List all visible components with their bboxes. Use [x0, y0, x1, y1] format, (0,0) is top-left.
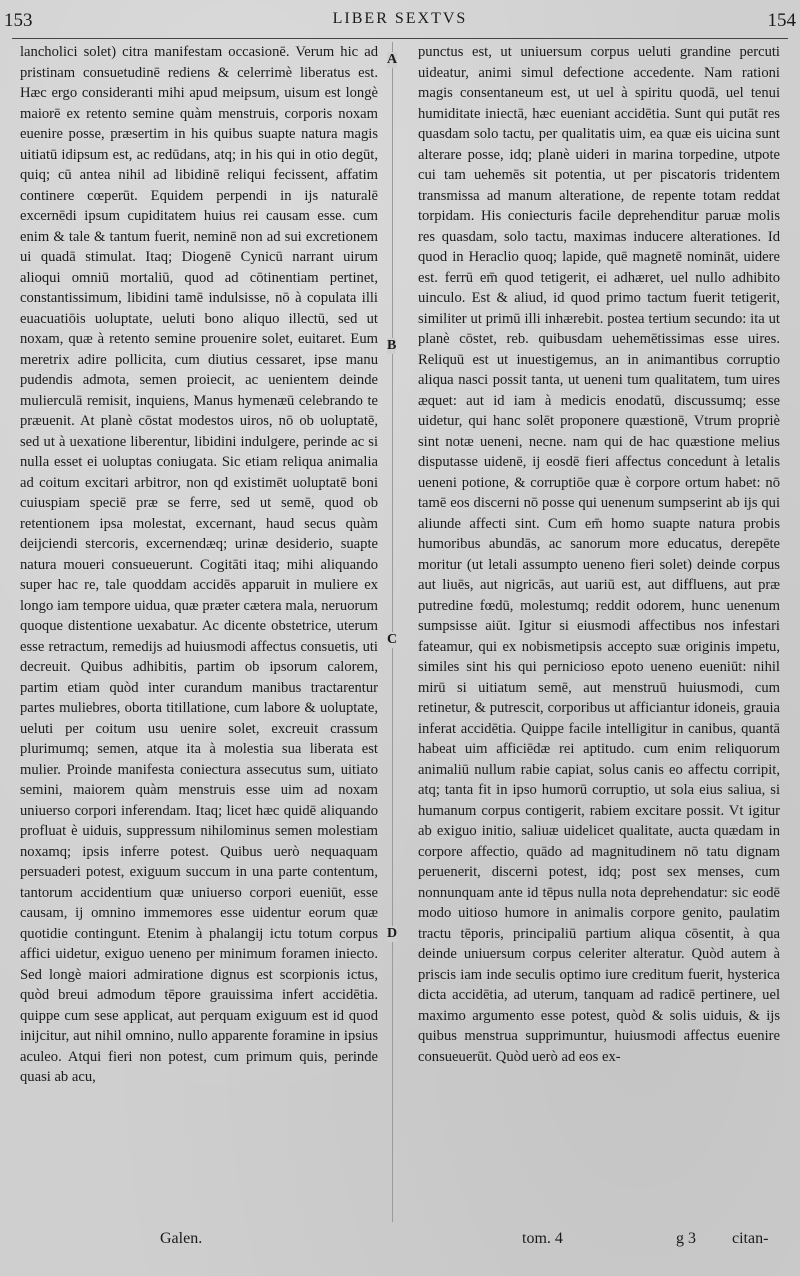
right-column-text: punctus est, ut uniuersum corpus ueluti grandine percuti uideatur, animi simul defectione accedente. Nam rationi magis consentaneum est, ut uel à spiritu quodā, uel tenui humiditate iniectā, hæc eueniant accidētia. Sunt qui putāt res quasdam solo tactu, per qualitatis uim, ea quæ eis uicina sunt alterare posse, idq; planè uideri in marina torpedine, utpote cui tam uehemēs sit potentia, ut per piscatoris tridentem transmissa ad manum alteratione, de repente totam reddat torpidam. His coniecturis facile deprehenditur paruæ molis res quasdam, solo tactu, maximas inducere alterationes. Id quod in Heraclio quoq; lapide, quē magnetē nomināt, uidere est. ferrū em̄ quod tetigerit, ei adhæret, uel nullo adhibito uinculo. Est & aliud, id quod primo tactum fuerit tetigerit, similiter ut primū illi inhærebit. postea tertium secundo: ita ut planè cōstet, reb. quibusdam uehemētissimas esse uires. Reliquū est ut inuestigemus, an in animantibus corruptio aliqua nasci possit tanta, ut ueneni tum qualitatem, tum uires æquet: aut id iam à medicis enodatū, discussumq; esse uidetur, qui hanc solēt proponere quæstionē, Vtrum propriè sint notæ ueneni, necne. nam qui de hac quæstione melius disputasse uidenē, ij eosdē fieri affectus concedunt à letalis ueneni potione, & corruptiōe quæ è corpore ortum habet: nō tamē eos discerni nō posse qui uenenum sumpserint ab ijs qui aliunde affecti sint. Cum em̄ homo suapte natura probis humoribus abundās, ac sanorum more educatus, derepēte moritur (ut letali assumpto ueneno fieri solet) deinde corpus aut liuēs, aut nigricās, aut uariū est, aut diffluens, aut præ putredine fœdū, molestumq; reddit odorem, hunc uenenum sumpsisse aiūt. Igitur si eiusmodi affectibus nos infestari fateamur, qui ex nobismetipsis accepto suæ originis impetu, similes sint his qui pernicioso epoto ueneno eueniūt: nihil mirū si uitiatum semē, aut menstruū huiusmodi, cum retinetur, & putrescit, corporibus ut afficiantur idoneis, grauia inferat accidētia. Quippe facile intelligitur in canibus, quantā habeat uim afficiēdæ rei aptitudo. cum enim reliquorum animaliū nullum rabie capiat, solus canis eo affectu corripit, atq; tanta fit in ipso humorū corruptio, ut sola eius saliua, si humanum corpus contigerit, rabiem excitare possit. Vt igitur ab exiguo initio, saliuæ uidelicet qualitate, aucta quædam in corpore affectio, quādo ad magnitudinem nō tatu dignam peruenerit, discerni potest, idq; post sex menses, cum nonnunquam ante id tēpus nulla nota deprehendatur: sic eodē modo uitioso humore in animalis corpore genito, paulatim tractu tēporis, principaliū partium aliqua cōsentit, à qua deinde uniuersum corpus celeriter alteratur. Quòd autem à priscis iam inde seculis optimo iure creditum fuerit, hysterica dicta accidētia, ad uterum, tanquam ad radicē pertinere, uel maximo argumento esse potest, quòd & solis uiduis, & ijs quibus menstrua supprimuntur, huiusmodi affectus euenire consueuerūt. Quòd uerò ad eos ex- [418, 44, 780, 1065]
page-number-left: 153 [4, 10, 33, 31]
section-marker-a: A [387, 52, 398, 67]
right-column [418, 42, 780, 1222]
section-marker-b: B [387, 338, 397, 353]
footer-author: Galen. [160, 1230, 203, 1247]
page-footer [0, 1226, 800, 1266]
page-header [0, 4, 800, 40]
running-title: LIBER SEXTVS [332, 10, 468, 27]
footer-signature: g 3 [676, 1230, 696, 1247]
left-column [20, 42, 378, 1222]
header-rule [12, 38, 788, 39]
section-marker-d: D [387, 926, 398, 941]
footer-catchword: citan- [732, 1230, 769, 1247]
left-column-text: lancholici solet) citra manifestam occasionē. Verum hic ad pristinam consuetudinē rediens & celerrimè liberatus est. Hæc ergo consideranti mihi apud meipsum, uisum est longè maiorē ex retento semine quàm menstruis, corporis noxam euenire posse, præsertim in his quibus suapte natura magis uitiatū idipsum est, ac redūdans, atq; in his qui in otio degūt, quiq; cū antea nihil ad libidinē reliqui fecissent, affatim continere cœperūt. Equidem perpendi in ijs naturalē excernēdi ipsum cupiditatem huius rei causam esse. cum enim & tale & tantum fuerit, neminē non ad sui excretionem ui quadā stimulat. Itaq; Diogenē Cynicū narrant uirum alioqui omniū mortaliū, quod ad cōtinentiam pertinet, constantissimum, libidini tamē indulsisse, nō à copulata illi euacuatiōis uoluptate, ueluti bono aliquo illectū, sed ut noxam, quæ à retento semine prouenire solet, euitaret. Eum meretrix adire pollicita, cum diutius cessaret, ipse manu pudendis admota, semen proiecit, ac uenientem deinde mulierculā remisit, inquiens, Manus hymenæū celebrando te præuenit. At planè cōstat modestos uiros, nō ob uoluptatē, sed ut à uexatione liberentur, libidini indulgere, perinde ac si nulla esset ei uoluptas coniugata. Sic etiam reliqua animalia ad coitum excitari arbitror, non qd existimēt uoluptatē boni cuiuspiam speciē præ se ferre, sed ut semē, quod ob retentionem ipsa molestat, excernant, haud secus quàm deijciendi stercoris, excernendæq; urinæ desiderio, suapte natura moueri consueuerunt. Cogitāti itaq; mihi aliquando super hac re, tale quoddam accidēs apparuit in muliere ex longo iam tempore uidua, quæ præter cætera mala, neruorum quoque distentione uexabatur. Ac dicente obstetrice, uterum esse retractum, remedijs ad huiusmodi affectus consuetis, uti decreuit. Quibus adhibitis, partim ob ipsorum calorem, partim etiam quòd inter curandum manibus tractarentur partes muliebres, oborta titillatione, cum labore & uoluptate, ueluti per coitum usu uenire solet, excreuit crassum plurimumq; semen, atque ita à molestia sua liberata est mulier. Proinde manifesta coniectura assecutus sum, uitiato semini, maiorem quàm menstruis esse uim ad noxam uniuerso corpori inferendam. Itaq; licet hæc quidē aliquando profluat è uiduis, suppressum nihilominus semen molestiam noxamq; ipsis inferre potest. Quibus uerò nequaquam persuaderi potest, exiguum succum in una parte contentum, tantorum accidentium quæ uniuerso corpori eueniūt, esse causam, ij omnino immemores esse uidentur eorum quæ quotidie contingunt. Etenim à phalangij ictu totum corpus affici uidetur, exiguo ueneno per minimum foramen iniecto. Sed longè maiori admiratione dignus est scorpionis ictus, quòd breui admodum tēpore grauissima infert accidētia. quippe cum sese applicat, aut perquam exiguum est id quod inijcitur, aut nihil omnino, nullo apparente foramine in ipsius aculeo. Atqui fieri non potest, cum primum quis, perinde quasi ab acu, [20, 44, 378, 1085]
footer-volume: tom. 4 [522, 1230, 563, 1247]
page-number-right: 154 [767, 10, 796, 31]
column-gutter [386, 42, 414, 1222]
section-marker-c: C [387, 632, 398, 647]
